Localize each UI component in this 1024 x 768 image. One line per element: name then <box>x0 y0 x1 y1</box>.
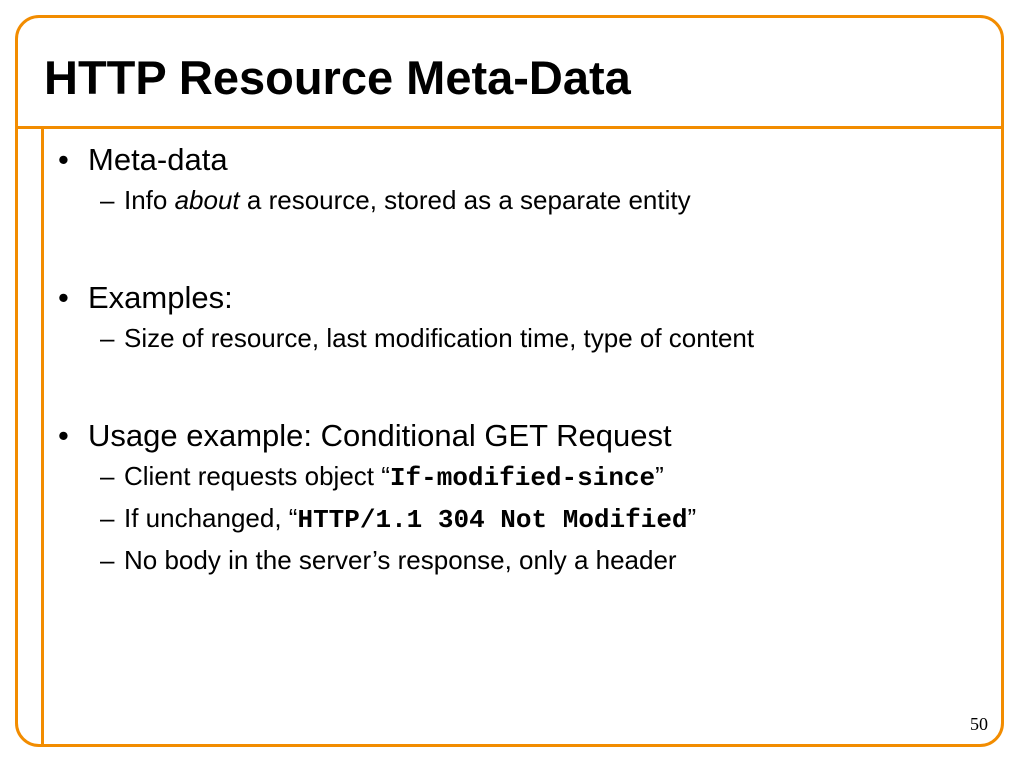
dash-marker: – <box>100 461 115 491</box>
bullet-text: Usage example: Conditional GET Request <box>88 418 672 453</box>
sub-text: ” <box>687 503 697 533</box>
sub-text: Info <box>124 185 175 215</box>
sub-bullet <box>58 540 988 580</box>
dash-marker: – <box>100 185 115 215</box>
dash-marker: – <box>100 503 115 533</box>
bullet-usage-example <box>58 416 988 456</box>
slide-body <box>58 140 988 580</box>
sub-bullet <box>58 180 988 220</box>
bullet-text: Meta-data <box>88 142 228 177</box>
bullet-marker: • <box>58 142 69 177</box>
sub-bullet <box>58 498 988 540</box>
side-divider <box>41 126 44 747</box>
sub-text: No body in the server’s response, only a header <box>124 545 677 575</box>
bullet-marker: • <box>58 418 69 453</box>
slide-title: HTTP Resource Meta-Data <box>44 51 631 104</box>
sub-text: a resource, stored as a separate entity <box>239 185 691 215</box>
bullet-examples <box>58 278 988 318</box>
page-number: 50 <box>970 714 988 734</box>
sub-text: If unchanged, “ <box>124 503 298 533</box>
sub-text: Client requests object “ <box>124 461 390 491</box>
dash-marker: – <box>100 323 115 353</box>
dash-marker: – <box>100 545 115 575</box>
bullet-text: Examples: <box>88 280 233 315</box>
sub-text: Size of resource, last modification time, type of content <box>124 323 755 353</box>
code-text: If-modified-since <box>389 463 656 493</box>
sub-bullet <box>58 318 988 358</box>
sub-text: ” <box>655 461 664 491</box>
code-text: HTTP/1.1 304 Not Modified <box>297 505 688 535</box>
bullet-marker: • <box>58 280 69 315</box>
bullet-meta-data <box>58 140 988 180</box>
sub-bullet <box>58 456 988 498</box>
title-divider <box>15 126 1004 129</box>
sub-text-emphasis: about <box>174 185 240 215</box>
